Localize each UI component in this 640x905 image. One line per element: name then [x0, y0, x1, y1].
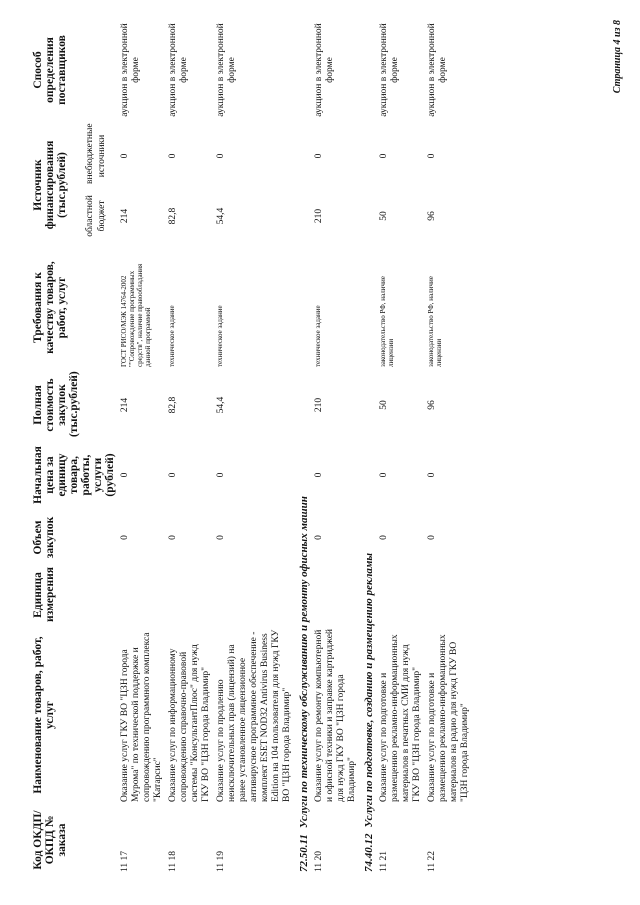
cell-price: 0 [216, 472, 226, 478]
cell-price: 0 [379, 472, 389, 478]
header-source: Источник финансирования (тыс.рублей) [32, 140, 68, 230]
cell-total: 54,4 [216, 396, 226, 414]
cell-method: аукцион в электронной форме [168, 23, 189, 117]
cell-name: Оказание услуг ГКУ ВО "ЦЗН города Мурома" по технической поддержке и сопровождению программного комплекса "Катарсис" [120, 632, 163, 802]
section-code: 72.50.11 [298, 834, 310, 872]
cell-regional: 82,8 [168, 207, 178, 225]
cell-regional: 54,4 [216, 207, 226, 225]
cell-requirements: техническое задание [314, 305, 322, 367]
cell-requirements: техническое задание [216, 305, 224, 367]
header-source-regional: областной бюджет [84, 195, 107, 237]
header-method: Способ определения поставщиков [32, 35, 68, 105]
cell-regional: 210 [314, 208, 324, 224]
cell-volume: 0 [427, 535, 437, 540]
cell-volume: 0 [120, 535, 130, 540]
cell-method: аукцион в электронной форме [216, 23, 237, 117]
cell-unit [118, 565, 166, 625]
cell-requirements: законодательство РФ, наличие лицензии [379, 276, 395, 367]
cell-volume: 0 [314, 535, 324, 540]
cell-unit [425, 565, 473, 625]
cell-code: 11 17 [120, 850, 130, 872]
cell-requirements: техническое задание [168, 305, 176, 367]
header-name: Наименование товаров, работ, услуг [32, 636, 56, 794]
cell-requirements: законодательство РФ, наличие лицензии [427, 276, 443, 367]
header-unit: Единица измерения [32, 567, 56, 622]
cell-total: 214 [120, 397, 130, 413]
cell-regional: 96 [427, 211, 437, 221]
header-code: Код ОКДП/ ОКПД № заказа [32, 810, 68, 870]
cell-method: аукцион в электронной форме [427, 23, 448, 117]
cell-price: 0 [314, 472, 324, 478]
table-row [425, 15, 473, 875]
page-footer: Страница 4 из 8 [612, 20, 623, 94]
cell-volume: 0 [216, 535, 226, 540]
cell-total: 82,8 [168, 396, 178, 414]
cell-total: 50 [379, 400, 389, 410]
cell-name: Оказание услуг по продлению неисключительных прав (лицензий) на ранее установленное лицензионное антивирусное программное обеспечение - комплект ESET NOD32 Antivirus Business Edition на 104 пользователя для нужд ГКУ ВО "ЦЗН города Владимир" [216, 629, 292, 802]
section-row [360, 15, 377, 875]
procurement-table [30, 15, 473, 875]
cell-price: 0 [120, 472, 130, 478]
header-volume: Объем закупок [32, 516, 56, 559]
header-price: Начальная цена за единицу товара, работы, услуги (рублей) [32, 446, 116, 504]
section-title [295, 15, 312, 875]
section-label: Услуги по техническому обслуживанию и ремонту офисных машин [298, 496, 310, 829]
cell-method: аукцион в электронной форме [314, 23, 335, 117]
table-body [118, 15, 473, 875]
cell-offbudget: 0 [216, 153, 226, 159]
section-code: 74.40.12 [363, 833, 375, 872]
cell-code: 11 21 [379, 850, 389, 872]
cell-code: 11 19 [216, 850, 226, 872]
cell-volume: 0 [379, 535, 389, 540]
section-label: Услуги по подготовке, созданию и размещению рекламы [363, 552, 375, 828]
cell-offbudget: 0 [120, 153, 130, 159]
cell-requirements: ГОСТ РИСО/МЭК 14764-2002 ""Сопровождение программных средств", наличие правообладания данной программой [120, 263, 152, 367]
cell-volume: 0 [168, 535, 178, 540]
cell-offbudget: 0 [314, 153, 324, 159]
cell-price: 0 [427, 472, 437, 478]
cell-unit [377, 565, 425, 625]
cell-unit [312, 565, 360, 625]
cell-code: 11 20 [314, 850, 324, 872]
cell-code: 11 22 [427, 850, 437, 872]
cell-offbudget: 0 [427, 153, 437, 159]
cell-offbudget: 0 [168, 153, 178, 159]
table-row [214, 15, 295, 875]
cell-unit [166, 565, 214, 625]
table-row [377, 15, 425, 875]
cell-regional: 50 [379, 211, 389, 221]
table-row [312, 15, 360, 875]
section-row [295, 15, 312, 875]
cell-method: аукцион в электронной форме [379, 23, 400, 117]
cell-price: 0 [168, 472, 178, 478]
cell-name: Оказание услуг по ремонту компьютерной и офисной техники и заправке картриджей для нужд ГКУ ВО "ЦЗН города Владимир" [314, 629, 357, 802]
header-requirements: Требования к качеству товаров, работ, услуг [32, 261, 68, 354]
cell-regional: 214 [120, 208, 130, 224]
header-total: Полная стоимость закупок (тыс.рублей) [32, 371, 80, 437]
table-row [118, 15, 166, 875]
cell-total: 210 [314, 397, 324, 413]
table-row [166, 15, 214, 875]
cell-offbudget: 0 [379, 153, 389, 159]
header-source-offbudget: внебюджетные источники [84, 123, 107, 184]
cell-name: Оказание услуг по подготовке и размещению рекламно-информационных материалов на радио для нужд ГКУ ВО "ЦЗН города Владимир" [427, 634, 470, 802]
cell-total: 96 [427, 400, 437, 410]
cell-name: Оказание услуг по информационному сопровождению справочно-правовой системы "КонсультантПлюс" для нужд ГКУ ВО "ЦЗН города Владимир" [168, 644, 211, 802]
section-title [360, 15, 377, 875]
cell-unit [214, 565, 295, 625]
cell-code: 11 18 [168, 850, 178, 872]
cell-name: Оказание услуг по подготовке и размещению рекламно-информационных материалов в печатных СМИ для нужд ГКУ ВО "ЦЗН города Владимир" [379, 634, 422, 802]
cell-method: аукцион в электронной форме [120, 23, 141, 117]
